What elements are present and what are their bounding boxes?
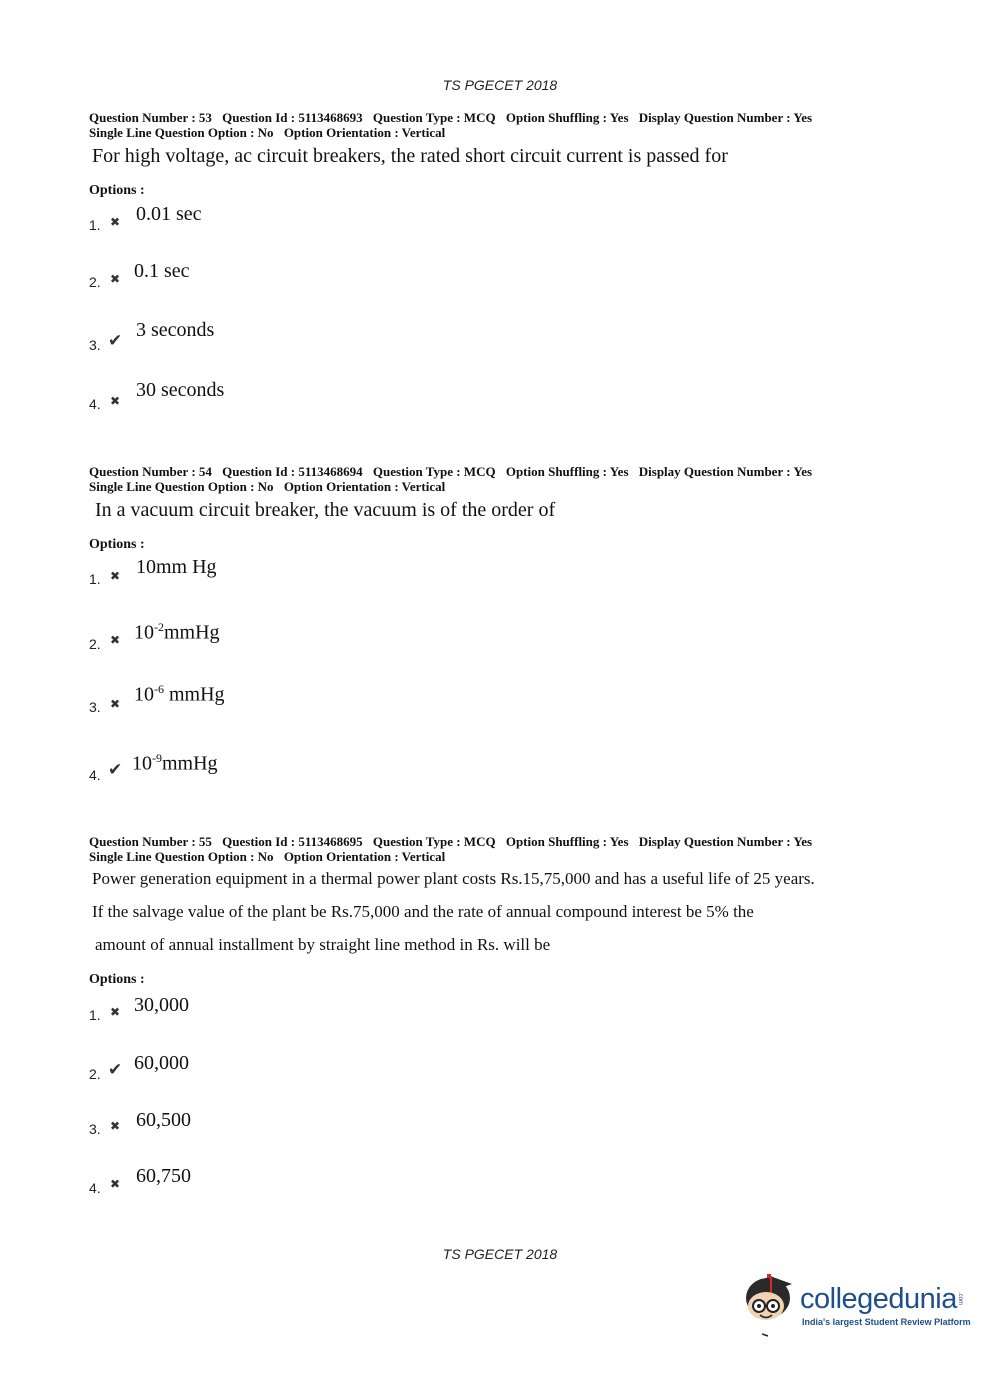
cross-icon: ✖ [110,1005,121,1019]
question-type: Question Type : MCQ [372,110,496,125]
question-text: For high voltage, ac circuit breakers, the rated short circuit current is passed for [92,145,728,167]
option-unit: mmHg [164,621,220,644]
option-number: 4. [89,396,101,412]
option-text: 30,000 [134,994,189,1016]
option-number: 2. [89,636,101,652]
option-orientation: Option Orientation : Vertical [283,849,446,864]
question-text-line: If the salvage value of the plant be Rs.75,000 and the rate of annual compound interest be 5% the [92,902,754,921]
question-id: Question Id : 5113468693 [222,110,363,125]
option-orientation: Option Orientation : Vertical [283,479,446,494]
option-number: 1. [89,571,101,587]
option-text: 60,500 [136,1109,191,1131]
option-text: 3 seconds [136,319,215,341]
option-text: 60,750 [136,1165,191,1187]
option-number: 2. [89,274,101,290]
question-type: Question Type : MCQ [372,834,496,849]
question-number: Question Number : 54 [89,464,212,479]
question-meta [89,464,819,494]
check-icon: ✔ [108,331,123,351]
option-base: 10 [134,683,154,706]
option-shuffling: Option Shuffling : Yes [505,110,629,125]
cross-icon: ✖ [110,272,121,286]
question-text: In a vacuum circuit breaker, the vacuum is of the order of [95,499,556,521]
display-question-number: Display Question Number : Yes [638,110,813,125]
option-shuffling: Option Shuffling : Yes [505,834,629,849]
page-header: TS PGECET 2018 [442,77,558,93]
display-question-number: Display Question Number : Yes [638,834,813,849]
collegedunia-mascot-icon [740,1268,802,1340]
brand-suffix: .com [957,1292,963,1306]
cross-icon: ✖ [110,1119,121,1133]
brand-tagline: India's largest Student Review Platform [802,1317,971,1327]
option-text: 30 seconds [136,379,225,401]
option-text: 0.01 sec [136,203,202,225]
options-label: Options : [89,972,145,987]
single-line-option: Single Line Question Option : No [89,479,274,494]
option-text [132,751,218,776]
question-id: Question Id : 5113468694 [222,464,363,479]
cross-icon: ✖ [110,215,121,229]
option-number: 1. [89,1007,101,1023]
option-text: 10mm Hg [136,556,217,578]
option-orientation: Option Orientation : Vertical [283,125,446,140]
single-line-option: Single Line Question Option : No [89,849,274,864]
option-text: 60,000 [134,1052,189,1074]
option-base: 10 [134,621,154,644]
question-id: Question Id : 5113468695 [222,834,363,849]
question-meta [89,110,819,140]
option-exponent: -9 [152,751,162,765]
cross-icon: ✖ [110,697,121,711]
display-question-number: Display Question Number : Yes [638,464,813,479]
option-number: 3. [89,337,101,353]
question-text-line: amount of annual installment by straight line method in Rs. will be [95,935,551,954]
single-line-option: Single Line Question Option : No [89,125,274,140]
option-text [134,620,220,645]
option-exponent: -6 [154,682,164,696]
option-number: 1. [89,217,101,233]
options-label: Options : [89,537,145,552]
option-number: 4. [89,1180,101,1196]
option-number: 2. [89,1066,101,1082]
option-shuffling: Option Shuffling : Yes [505,464,629,479]
cross-icon: ✖ [110,633,121,647]
cross-icon: ✖ [110,569,121,583]
options-label: Options : [89,183,145,198]
question-type: Question Type : MCQ [372,464,496,479]
option-number: 4. [89,767,101,783]
option-number: 3. [89,699,101,715]
question-number: Question Number : 55 [89,834,212,849]
option-exponent: -2 [154,620,164,634]
question-meta [89,834,819,864]
option-text [134,682,225,707]
cross-icon: ✖ [110,1177,121,1191]
question-text-line: Power generation equipment in a thermal power plant costs Rs.15,75,000 and has a useful life of 25 years. [92,869,815,888]
cross-icon: ✖ [110,394,121,408]
option-unit: mmHg [162,752,218,775]
page-footer: TS PGECET 2018 [442,1246,558,1262]
option-unit: mmHg [164,683,225,706]
option-number: 3. [89,1121,101,1137]
option-base: 10 [132,752,152,775]
check-icon: ✔ [108,1060,123,1080]
brand-name: collegedunia [800,1283,957,1315]
question-number: Question Number : 53 [89,110,212,125]
option-text: 0.1 sec [134,260,190,282]
check-icon: ✔ [108,760,123,780]
